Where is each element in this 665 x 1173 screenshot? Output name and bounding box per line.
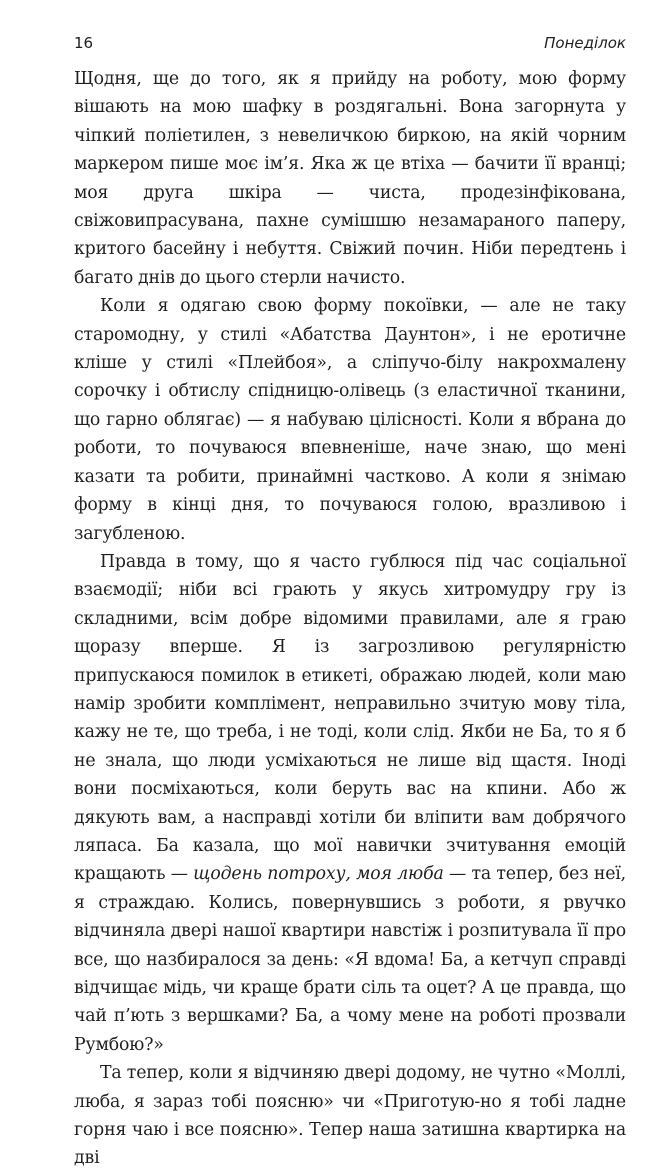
paragraph-2: Коли я одягаю свою форму покоївки, — але не таку старомодну, у стилі «Абатства Даунтон», і не еротичне кліше у стилі «Плейбоя», а сліпучо-білу накрохмалену сорочку і обтислу спідницю-олівець (з еластичної тканини, що гарно облягає) — я набуваю цілісності. Коли я вбрана до роботи, то почуваюся впевненіше, наче знаю, що мені казати та робити, принаймні частково. А коли я знімаю форму в кінці дня, то почуваюся голою, вразливою і загубленою. [74,296,626,544]
paragraph-3-part-1: Правда в тому, що я часто гублюся під час соціальної взаємодії; ніби всі грають у якусь хитромудру гру із складними, всім добре відомими правилами, але я граю щоразу вперше. Я із загрозливою регулярністю припускаюся помилок в етикеті, ображаю людей, коли маю намір зробити комплімент, неправильно зчитую мову тіла, кажу не те, що треба, і не тоді, коли слід. Якби не Ба, то я б не знала, що люди усміхаються не лише від щастя. Іноді вони посміхаються, коли беруть вас на кпини. Або ж дякують вам, а насправді хотіли би вліпити вам добрячого ляпаса. Ба казала, що мої навички зчитування емоцій кращають — [74,551,626,885]
paragraph-4: Та тепер, коли я відчиняю двері додому, не чутно «Моллі, люба, я зараз тобі поясню» чи «Приготую-но я тобі ладне горня чаю і все поясню». Тепер наша затишна квартирка на дві [74,1063,626,1169]
paragraph-3-part-2: — та тепер, без неї, я страждаю. Колись, повернувшись з роботи, я рвучко відчиняла двері нашої квартири навстіж і розпитувала її про все, що назбиралося за день: «Я вдома! Ба, а кетчуп справді відчищає мідь, чи краще брати сіль та оцет? А це правда, що чай п’ють з вершками? Ба, а чому мене на роботі прозвали Румбою?» [74,864,626,1055]
paragraph-3-emphasis: щодень потроху, моя люба [193,864,444,885]
paragraph-1: Щодня, ще до того, як я прийду на роботу, мою форму вішають на мою шафку в роздягальні. Вона загорнута у чіпкий поліетилен, з невеличкою биркою, на якій чорним маркером пише моє ім’я. Яка ж це втіха — бачити її вранці; моя друга шкіра — чиста, продезінфікована, свіжовипрасувана, пахне сумішшю незамараного паперу, критого басейну і небуття. Свіжий почин. Ніби передтень і багато днів до цього стерли начисто. [74,69,626,288]
page-number: 16 [74,34,94,52]
page-header [74,34,626,54]
running-head: Понеділок [544,34,626,52]
page-body [74,65,626,1173]
paragraph-3 [74,548,626,1059]
